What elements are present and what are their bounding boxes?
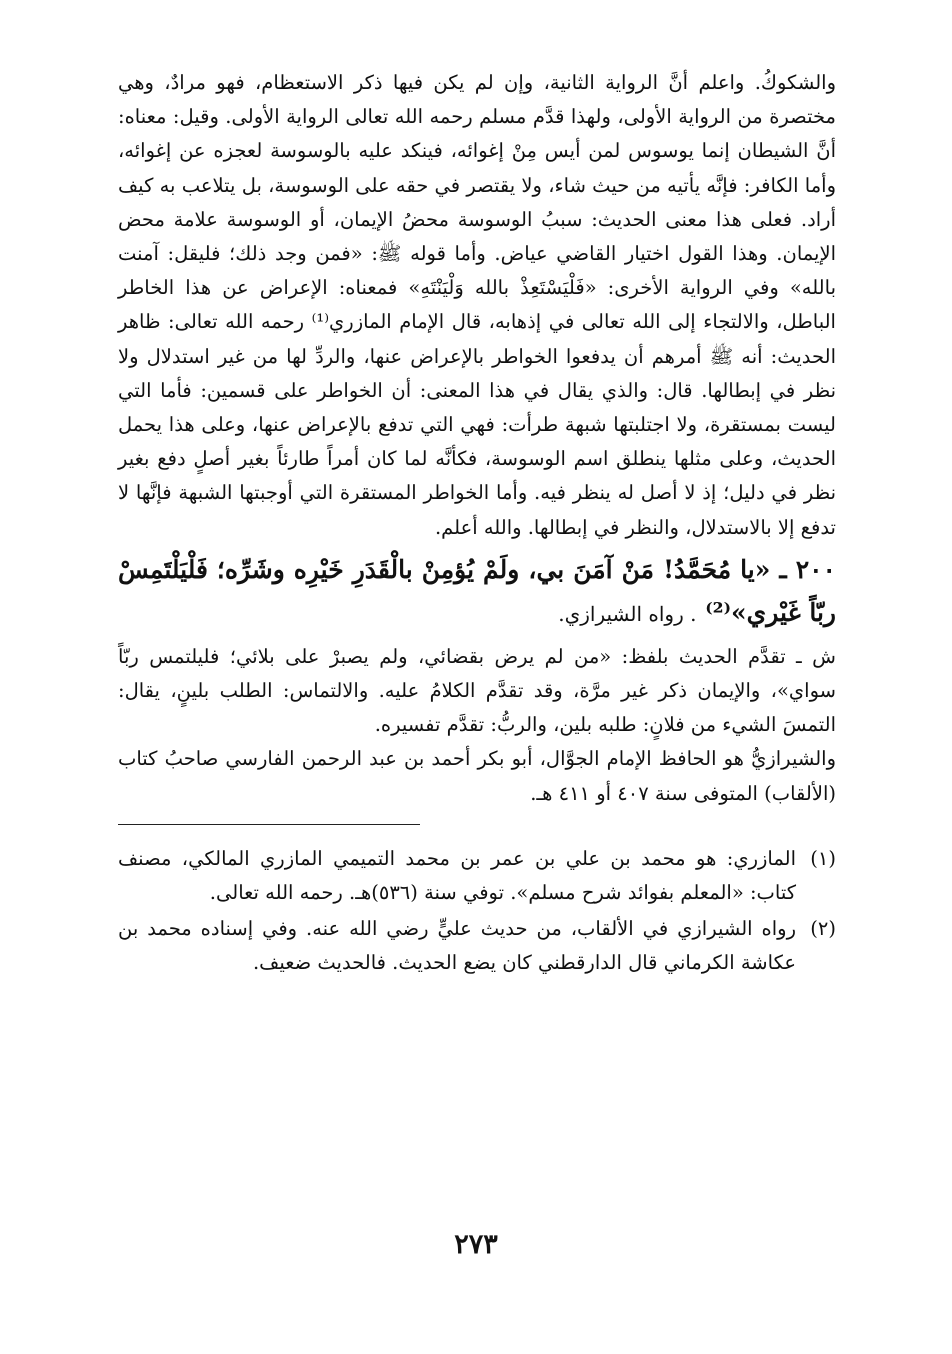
footnote-separator	[118, 824, 420, 825]
footnote-text: المازري: هو محمد بن علي بن عمر بن محمد التميمي المازري المالكي، مصنف كتاب: «المعلم بفوائد شرح مسلم». توفي سنة (٥٣٦)هـ. رحمه الله تعالى.	[118, 846, 796, 905]
footnote-text: رواه الشيرازي في الألقاب، من حديث عليٍّ رضي الله عنه. وفي إسناده محمد بن عكاشة الكرماني قال الدارقطني كان يضع الحديث. فالحديث ضعيف.	[118, 917, 796, 975]
footnote-number: (٢)	[810, 917, 836, 941]
footnote	[118, 912, 836, 980]
page-number: ٢٧٣	[454, 1229, 498, 1260]
commentary-paragraph: والشكوكُ. واعلم أنَّ الرواية الثانية، وإن لم يكن فيها ذكر الاستعظام، فهو مرادٌ، وهي مختصرة من الرواية الأولى، ولهذا قدَّم مسلم رحمه الله تعالى الرواية الأولى. وقيل: معناه: أنَّ الشيطان إنما يوسوس لمن أيس مِنْ إغوائه، فينكد عليه بالوسوسة لعجزه عن إغوائه، وأما الكافر: فإنَّه يأتيه من حيث شاء، ولا يقتصر في حقه على الوسوسة، بل يتلاعب به كيف أراد. فعلى هذا معنى الحديث: سببُ الوسوسة محضُ الإيمان، أو الوسوسة علامة محض الإيمان. وهذا القول اختيار القاضي عياض. وأما قوله ﷺ: «فمن وجد ذلك؛ فليقل: آمنت بالله» وفي الرواية الأخرى: «فَلْيَسْتَعِذْ بالله وَلْيَنْتَهِ» فمعناه: الإعراض عن هذا الخاطر الباطل، والالتجاء إلى الله تعالى في إذهابه، قال الإمام المازري⁽¹⁾ رحمه الله تعالى: ظاهر الحديث: أنه ﷺ أمرهم أن يدفعوا الخواطر بالإعراض عنها، والردِّ لها من غير استدلال ولا نظر في إبطالها. قال: والذي يقال في هذا المعنى: أن الخواطر على قسمين: فأما التي ليست بمستقرة، ولا اجتلبتها شبهة طرأت: فهي التي تدفع بالإعراض عنها، وعلى هذا يحمل الحديث، وعلى مثلها ينطلق اسم الوسوسة، فكأنَّه لما كان أمراً طارئاً بغير أصلٍ دفع بغير نظر في دليل؛ إذ لا أصل له ينظر فيه. وأما الخواطر المستقرة التي أوجبتها الشبهة فإنَّها لا تدفع إلا بالاستدلال، والنظر في إبطالها. والله أعلم.	[118, 71, 836, 539]
footnote	[118, 842, 836, 910]
hadith-source: . رواه الشيرازي.	[558, 601, 697, 626]
hadith-heading	[118, 548, 836, 636]
narrator-paragraph: والشيرازيُّ هو الحافظ الإمام الجوَّال، أبو بكر أحمد بن عبد الرحمن الفارسي صاحبُ كتاب (الألقاب) المتوفى سنة ٤٠٧ أو ٤١١ هـ.	[118, 747, 836, 805]
footnote-number: (١)	[810, 846, 836, 870]
hadith-text: ٢٠٠ ـ «يا مُحَمَّدُ! مَنْ آمَنَ بي، ولَمْ يُؤمِنْ بالْقَدَرِ خَيْرِه وشَرِّه؛ فَلْيَلْتَمِسْ ربّاً غَيْري»⁽²⁾	[118, 554, 836, 627]
explanation-paragraph: ش ـ تقدَّم الحديث بلفظ: «من لم يرض بقضائي، ولم يصبرْ على بلائي؛ فليلتمس ربّاً سواي»، والإيمان ذكر غير مرَّة، وقد تقدَّم الكلامُ عليه. والالتماس: الطلب بلينٍ، يقال: التمسَ الشيء من فلانٍ: طلبه بلين، والربُّ: تقدَّم تفسيره.	[118, 644, 836, 737]
page-body	[118, 66, 836, 983]
